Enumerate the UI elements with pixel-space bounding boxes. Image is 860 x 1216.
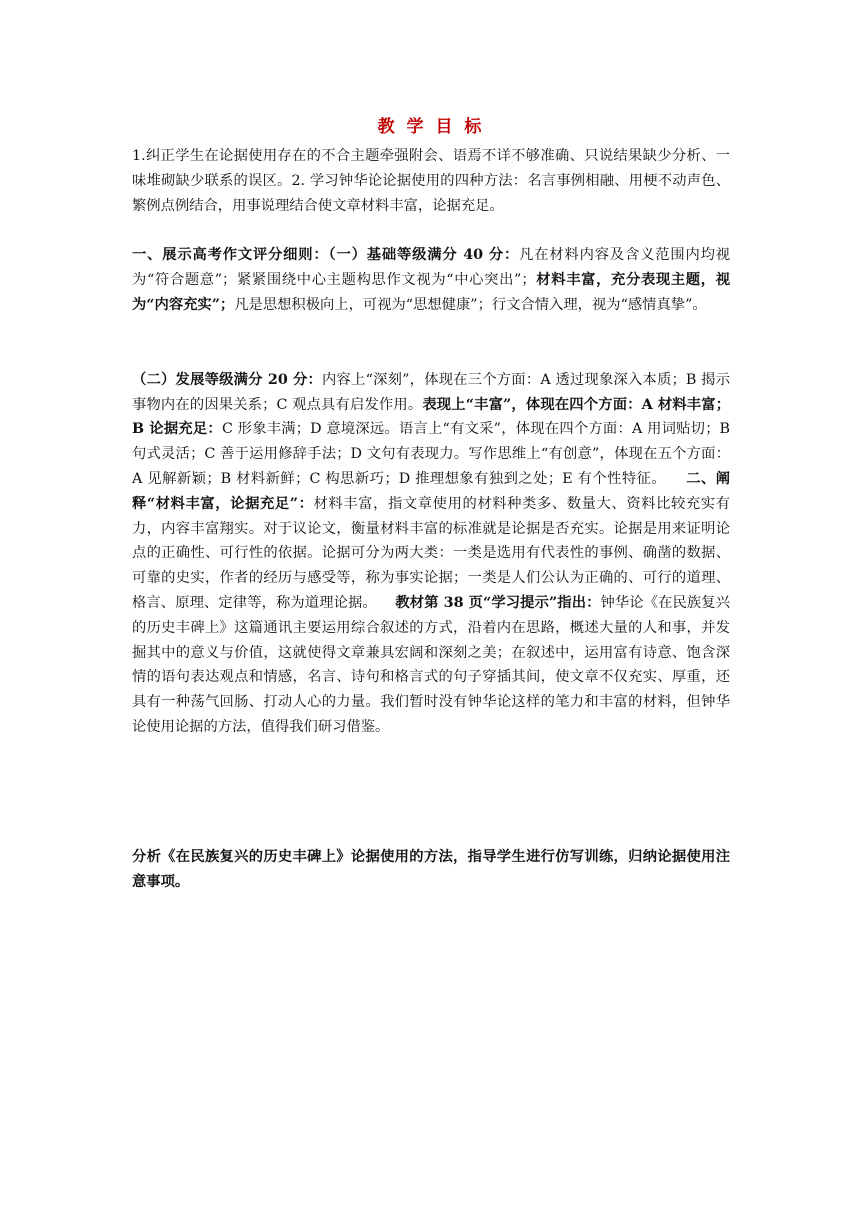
development-level-paragraph — [132, 368, 730, 740]
scoring-criteria-basic-paragraph — [132, 243, 730, 317]
basic-level-text-a: 凡在材料内容及含义范围内均视为“符合题意”；紧紧围绕中心主题构思作文视为“中心突出”； — [132, 247, 730, 289]
page-title: 教 学 目 标 — [377, 117, 485, 137]
teaching-goals-paragraph: 1.纠正学生在论据使用存在的不合主题牵强附会、语焉不详不够准确、只说结果缺少分析、一味堆砌缺少联系的误区。2. 学习钟华论论据使用的四种方法：名言事例相融、用梗不动声色、繁例点例结合，用事说理结合使文章材料丰富，论据充足。 — [132, 148, 730, 214]
teaching-focus-paragraph: 分析《在民族复兴的历史丰碑上》论据使用的方法，指导学生进行仿写训练，归纳论据使用注意事项。 — [132, 848, 730, 890]
spacer — [132, 218, 730, 243]
basic-level-heading: 一、展示高考作文评分细则：（一）基础等级满分 40 分： — [132, 247, 520, 264]
basic-level-text-c: 凡是思想积极向上，可视为“思想健康”；行文合情入理，视为“感情真挚”。 — [234, 296, 707, 313]
textbook-hint-quote: 钟华论《在民族复兴的历史丰碑上》这篇通讯主要运用综合叙述的方式，沿着内在思路，概述大量的人和事，并发掘其中的意义与价值，这就使得文章兼具宏阔和深刻之美；在叙述中，运用富有诗意、饱含深情的语句表达观点和情感，名言、诗句和格言式的句子穿插其间，使文章不仅充实、厚重，还具有一种荡气回肠、打动人心的力量。 — [132, 594, 730, 711]
textbook-hint-heading: 教材第 38 页“学习提示”指出： — [395, 594, 601, 611]
document-body — [132, 112, 730, 894]
closing-text: 我们暂时没有钟华论这样的笔力和丰富的材料，但钟华论使用论据的方法，值得我们研习借鉴。 — [132, 694, 731, 735]
development-level-text-c: C 形象丰满；D 意境深远。语言上“有文采”，体现在四个方面：A 用词贴切；B 句式灵活；C 善于运用修辞手法；D 文句有表现力。写作思维上“有创意”，体现在五个方面：A 见解新颖；B 材料新鲜；C 构思新巧；D 推理想象有独到之处；E 有个性特征。 — [132, 421, 731, 487]
spacer — [132, 318, 730, 368]
development-level-text-a: 内容上“深刻”，体现在三个方面：A 透过现象深入本质；B 揭示事物内在的因果关系；C 观点具有启发作用。 — [132, 371, 730, 413]
explanation-heading: 二、阐释“材料丰富，论据充足”： — [132, 470, 731, 512]
spacer — [132, 740, 730, 845]
development-level-bold-b: 表现上“丰富”，体现在四个方面：A 材料丰富；B 论据充足： — [132, 396, 731, 438]
explanation-text: 材料丰富，指文章使用的材料种类多、数量大、资料比较充实有力，内容丰富翔实。对于议论文，衡量材料丰富的标准就是论据是否充实。论据是用来证明论点的正确性、可行性的依据。论据可分为两大类：一类是选用有代表性的事例、确凿的数据、可靠的史实，作者的经历与感受等，称为事实论据；一类是人们公认为正确的、可行的道理、格言、原理、定律等，称为道理论据。 — [132, 495, 731, 611]
basic-level-bold-b: 材料丰富，充分表现主题，视为“内容充实”； — [132, 272, 731, 313]
development-level-heading: （二）发展等级满分 20 分： — [132, 371, 323, 388]
